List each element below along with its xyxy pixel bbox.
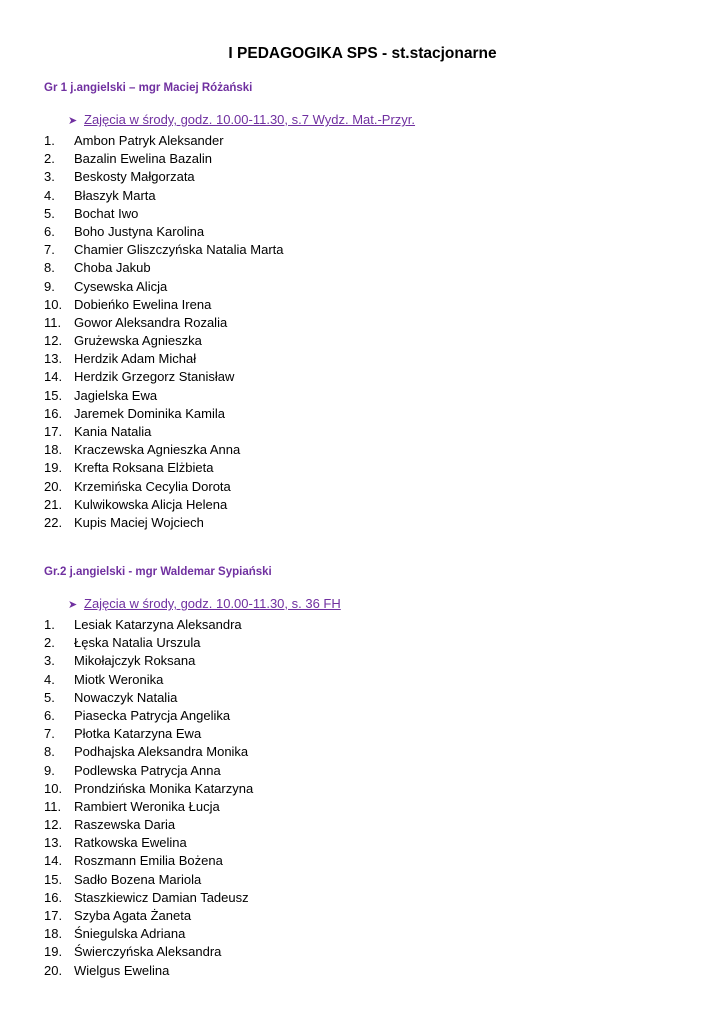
list-item-number: 8. [44,260,55,276]
list-item-number: 20. [44,962,63,978]
list-item-number: 1. [44,617,55,632]
list-item-number: 12. [44,333,63,349]
list-item-number: 7. [44,242,55,258]
list-item-number: 20. [44,478,63,494]
student-name: Rambiert Weronika Łucja [74,798,220,814]
student-name: Wielgus Ewelina [74,962,170,978]
list-item-number: 21. [44,496,63,512]
student-name: Roszmann Emilia Bożena [74,853,223,869]
list-item-number: 11. [44,314,62,330]
student-name: Grużewska Agnieszka [74,333,202,349]
student-name: Beskosty Małgorzata [74,169,195,185]
student-name: Podlewska Patrycja Anna [74,762,221,778]
list-item-number: 9. [44,762,55,778]
student-name: Kulwikowska Alicja Helena [74,496,228,512]
student-name: Boho Justyna Karolina [74,223,205,239]
student-name: Świerczyńska Aleksandra [74,944,222,960]
student-name: Jaremek Dominika Kamila [74,405,225,421]
list-item-number: 3. [44,169,55,185]
list-item-number: 18. [44,442,63,458]
student-name: Kupis Maciej Wojciech [74,514,204,530]
group-1-session-text[interactable]: Zajęcia w środy, godz. 10.00-11.30, s.7 Wydz. Mat.-Przyr. [84,112,416,127]
student-name: Lesiak Katarzyna Aleksandra [74,617,242,632]
list-item-number: 5. [44,205,55,221]
student-name: Bazalin Ewelina Bazalin [74,151,213,167]
list-item-number: 2. [44,151,55,167]
list-item-number: 8. [44,744,55,760]
group-1-heading: Gr 1 j.angielski – mgr Maciej Różański [44,82,253,94]
list-item-number: 6. [44,223,55,239]
list-item-number: 1. [44,133,55,148]
student-name: Gowor Aleksandra Rozalia [74,314,228,330]
student-name: Płotka Katarzyna Ewa [74,726,202,742]
student-name: Ambon Patryk Aleksander [74,133,224,148]
list-item-number: 3. [44,653,55,669]
list-item-number: 17. [44,424,63,439]
list-item-number: 19. [44,460,63,476]
list-item-number: 13. [44,351,63,367]
list-item-number: 15. [44,387,63,403]
list-item-number: 10. [44,296,63,312]
list-item-number: 22. [44,514,63,530]
group-2-heading: Gr.2 j.angielski - mgr Waldemar Sypiański [44,566,272,578]
group-2-session [68,595,341,614]
student-name: Raszewska Daria [74,817,176,833]
student-name: Krzemińska Cecylia Dorota [74,478,231,494]
list-item-number: 19. [44,944,63,960]
student-name: Herdzik Adam Michał [74,351,197,367]
list-item-number: 10. [44,780,63,796]
group-2-session-text[interactable]: Zajęcia w środy, godz. 10.00-11.30, s. 36 FH [84,596,341,611]
arrow-right-icon: ➤ [68,599,78,611]
student-name: Sadło Bozena Mariola [74,871,202,887]
list-item-number: 6. [44,707,55,723]
student-name: Jagielska Ewa [74,387,158,403]
list-item-number: 7. [44,726,55,742]
list-item-number: 14. [44,853,63,869]
list-item-number: 15. [44,871,63,887]
student-name: Dobieńko Ewelina Irena [74,296,212,312]
arrow-right-icon: ➤ [68,115,78,127]
student-name: Choba Jakub [74,260,151,276]
list-item-number: 13. [44,835,63,851]
list-item-number: 11. [44,798,62,814]
list-item-number: 16. [44,889,63,905]
student-name: Prondzińska Monika Katarzyna [74,780,254,796]
list-item-number: 4. [44,671,55,687]
list-item-number: 9. [44,278,55,294]
list-item-number: 16. [44,405,63,421]
list-item-number: 18. [44,926,63,942]
group-1-session [68,111,415,130]
list-item-number: 12. [44,817,63,833]
student-name: Kania Natalia [74,424,152,439]
student-name: Staszkiewicz Damian Tadeusz [74,889,249,905]
page-title: I PEDAGOGIKA SPS - st.stacjonarne [228,45,497,62]
student-name: Mikołajczyk Roksana [74,653,196,669]
student-name: Chamier Gliszczyńska Natalia Marta [74,242,284,258]
student-name: Ratkowska Ewelina [74,835,187,851]
student-name: Nowaczyk Natalia [74,689,178,705]
student-name: Miotk Weronika [74,671,164,687]
student-name: Błaszyk Marta [74,187,156,203]
list-item-number: 2. [44,635,55,651]
student-name: Podhajska Aleksandra Monika [74,744,249,760]
student-name: Łęska Natalia Urszula [74,635,201,651]
list-item-number: 4. [44,187,55,203]
student-name: Kraczewska Agnieszka Anna [74,442,241,458]
student-name: Piasecka Patrycja Angelika [74,707,231,723]
student-name: Krefta Roksana Elżbieta [74,460,214,476]
list-item-number: 14. [44,369,63,385]
student-name: Cysewska Alicja [74,278,168,294]
student-name: Bochat Iwo [74,205,139,221]
student-name: Szyba Agata Żaneta [74,908,192,923]
student-name: Śniegulska Adriana [74,926,186,942]
list-item-number: 5. [44,689,55,705]
student-name: Herdzik Grzegorz Stanisław [74,369,235,385]
list-item-number: 17. [44,908,63,923]
